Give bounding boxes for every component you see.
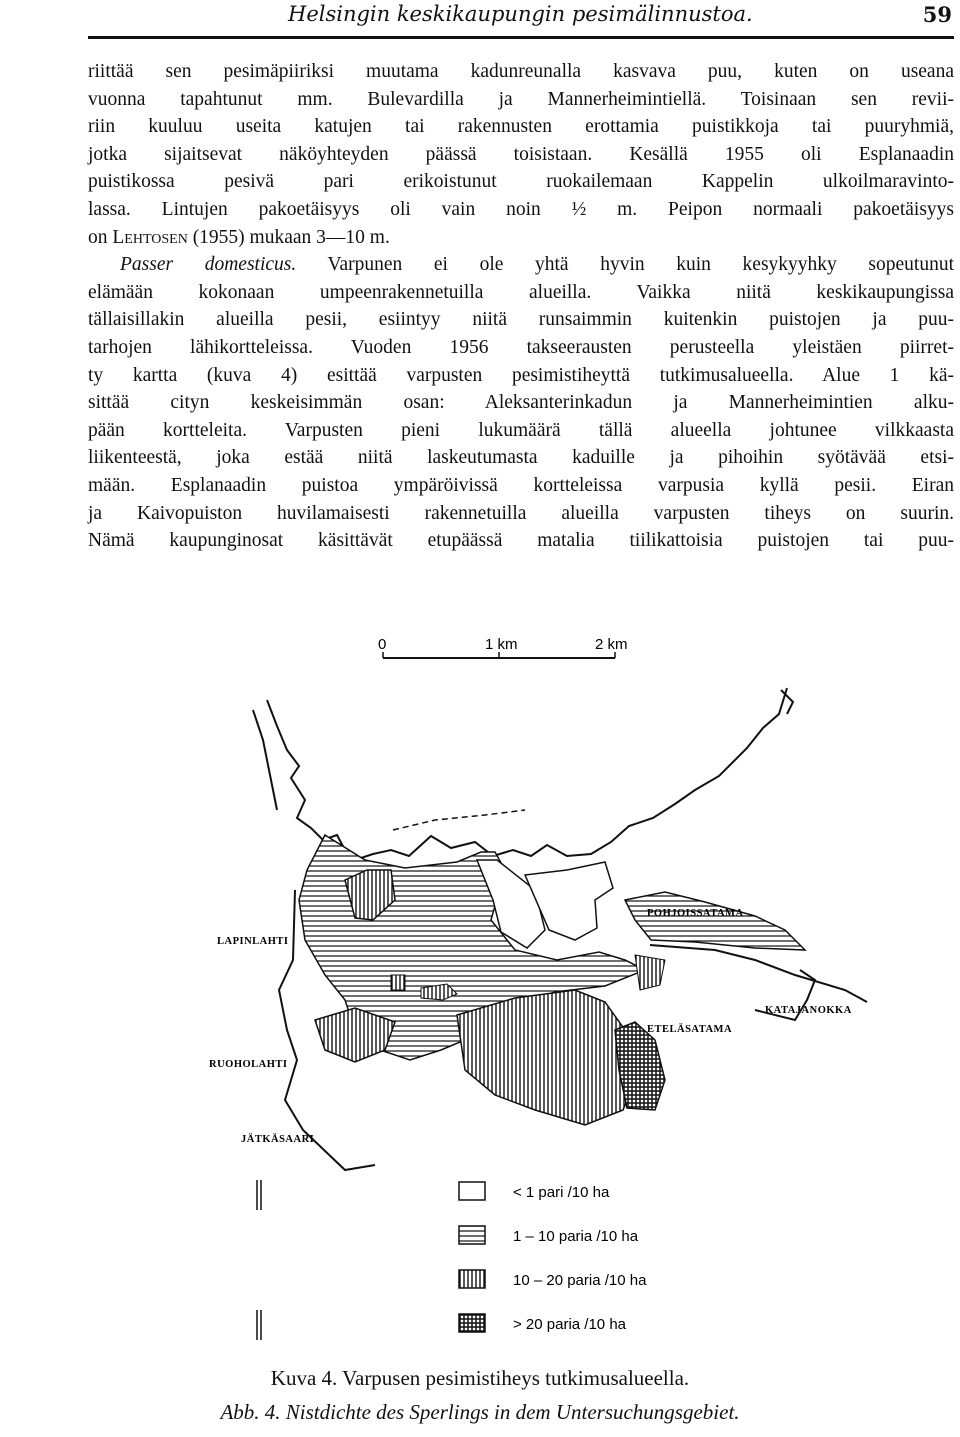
text-line: sittää cityn keskeisimmän osan: Aleksanterinkadun ja Mannerheimintien alku- <box>88 392 954 414</box>
text-line: elämään kokonaan umpeenrakennetuilla alueilla. Vaikka niitä keskikaupungissa <box>88 281 954 303</box>
legend-swatch-lt1 <box>459 1182 485 1200</box>
figure-caption-finnish: Kuva 4. Varpusen pesimistiheys tutkimusalueella. <box>270 1366 690 1390</box>
figure-caption-german: Abb. 4. Nistdichte des Sperlings in dem Untersuchungsgebiet. <box>220 1400 740 1424</box>
label-ruoholahti: RUOHOLAHTI <box>209 1059 288 1070</box>
legend <box>459 1182 647 1333</box>
page-number: 59 <box>922 2 952 27</box>
label-etelasatama: ETELÄSATAMA <box>647 1024 733 1035</box>
label-jatkasaari: JÄTKÄSAARI <box>241 1134 315 1145</box>
scale-bar <box>378 636 628 658</box>
text-fragment: Varpunen ei ole yhtä hyvin kuin kesykyyhky sopeutunut <box>296 254 954 276</box>
label-pohjoissatama: POHJOISSATAMA <box>647 908 744 919</box>
density-area-katajanokka <box>625 892 805 950</box>
text-line: jotka sijaitsevat näköyhteyden päässä toisistaan. Kesällä 1955 oli Esplanaadin <box>88 143 954 165</box>
label-katajanokka: KATAJANOKKA <box>765 1005 852 1016</box>
legend-swatch-10-20 <box>459 1270 485 1288</box>
legend-label-10-20: 10 – 20 paria /10 ha <box>513 1272 647 1289</box>
text-line: puistikossa pesivä pari erikoistunut ruokailemaan Kappelin ulkoilmaravinto- <box>88 171 954 193</box>
header-rule <box>88 36 954 39</box>
species-name: Passer domesticus. <box>120 254 297 276</box>
text-fragment: (1955) mukaan 3—10 m. <box>187 226 390 248</box>
density-area-10-20-south <box>457 990 635 1125</box>
legend-label-gt20: > 20 paria /10 ha <box>513 1316 627 1333</box>
margin-marks <box>257 1180 261 1340</box>
text-line: mään. Esplanaadin puistoa ympäröivissä kortteleissa varpusia kyllä pesii. Eiran <box>88 474 954 496</box>
text-line: vuonna tapahtunut mm. Bulevardilla ja Mannerheimintiellä. Toisinaan sen revii- <box>88 88 954 110</box>
legend-swatch-gt20 <box>459 1314 485 1332</box>
density-area-east <box>635 955 665 990</box>
text-line: lassa. Lintujen pakoetäisyys oli vain noin ½ m. Peipon normaali pakoetäisyys <box>88 198 954 220</box>
text-fragment: on <box>88 226 113 248</box>
scale-one-km: 1 km <box>485 636 518 653</box>
running-title: Helsingin keskikaupungin pesimälinnustoa. <box>288 2 753 26</box>
text-line: ty kartta (kuva 4) esittää varpusten pesimistiheyttä tutkimusalueella. Alue 1 kä- <box>88 364 954 386</box>
text-line: pään kortteleita. Varpusten pieni lukumäärä tällä alueella johtunee vilkkaasta <box>88 419 954 441</box>
text-line: liikenteestä, joka estää niitä laskeutumasta kaduille ja pihoihin syötävää etsi- <box>88 447 954 469</box>
text-line: tällaisillakin alueilla pesii, esiintyy niitä runsaimmin kuitenkin puistojen ja puu- <box>88 309 954 331</box>
text-line: tarhojen lähikortteleissa. Vuoden 1956 takseerausten perusteella yleistäen piirret- <box>88 336 954 358</box>
text-line: riittää sen pesimäpiiriksi muutama kadunreunalla kasvava puu, kuten on useana <box>88 61 954 82</box>
text-line: riin kuuluu useita katujen tai rakennusten erottamia puistikkoja tai puuryhmiä, <box>88 116 954 138</box>
map-svg <box>195 630 885 1350</box>
running-header <box>88 2 958 32</box>
scale-zero: 0 <box>378 636 387 653</box>
text-line: Nämä kaupunginosat käsittävät etupäässä matalia tiilikattoisia puistojen tai puu- <box>88 530 954 552</box>
legend-swatch-1-10 <box>459 1226 485 1244</box>
label-lapinlahti: LAPINLAHTI <box>217 936 289 947</box>
body-text <box>88 58 954 555</box>
area-boundary-dashed <box>393 810 525 830</box>
scale-two-km: 2 km <box>595 636 628 653</box>
text-line: ja Kaivopuiston huvilamaisesti rakennetuilla alueilla varpusten tiheys on suurin. <box>88 502 954 524</box>
text-line <box>88 224 954 252</box>
density-area-small <box>391 975 405 990</box>
legend-label-1-10: 1 – 10 paria /10 ha <box>513 1228 639 1245</box>
map-figure <box>195 630 885 1350</box>
legend-label-lt1: < 1 pari /10 ha <box>513 1184 610 1201</box>
text-line <box>88 251 954 279</box>
author-name: Lehtosen <box>112 226 188 248</box>
